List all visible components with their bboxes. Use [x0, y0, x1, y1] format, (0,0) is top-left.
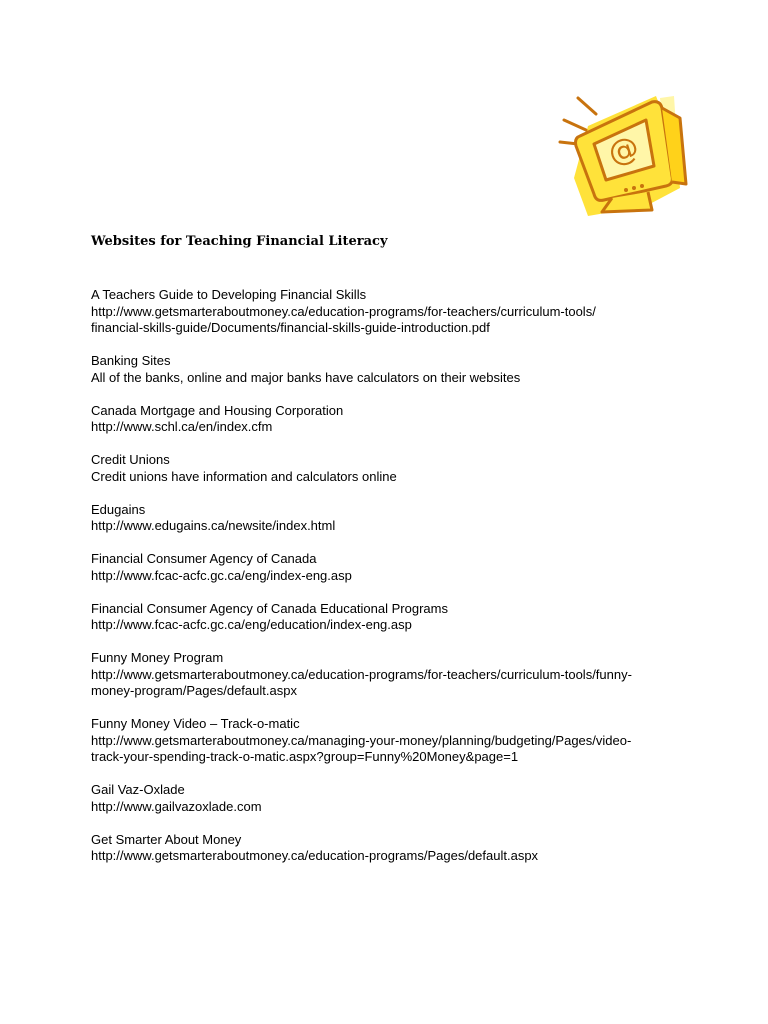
- entry-name: Gail Vaz-Oxlade: [91, 782, 185, 797]
- list-item: [91, 502, 691, 535]
- entry-url[interactable]: http://www.getsmarteraboutmoney.ca/education-programs/for-teachers/curriculum-tools/: [91, 303, 596, 319]
- entry-name: Canada Mortgage and Housing Corporation: [91, 402, 344, 418]
- website-list: [91, 287, 691, 881]
- entry-description: Credit unions have information and calculators online: [91, 468, 397, 484]
- list-item: [91, 832, 691, 865]
- list-item: [91, 353, 691, 386]
- list-item: [91, 551, 691, 584]
- list-item: [91, 650, 691, 700]
- entry-url[interactable]: http://www.edugains.ca/newsite/index.html: [91, 518, 336, 533]
- entry-name: Funny Money Video – Track-o-matic: [91, 716, 300, 731]
- entry-name: Credit Unions: [91, 452, 170, 467]
- entry-url[interactable]: financial-skills-guide/Documents/financial-skills-guide-introduction.pdf: [91, 320, 490, 335]
- entry-url[interactable]: track-your-spending-track-o-matic.aspx?group=Funny%20Money&page=1: [91, 749, 519, 764]
- entry-name: Financial Consumer Agency of Canada: [91, 551, 317, 566]
- computer-at-sign-icon: [548, 88, 698, 220]
- entry-url[interactable]: http://www.schl.ca/en/index.cfm: [91, 419, 273, 434]
- entry-url[interactable]: http://www.getsmarteraboutmoney.ca/managing-your-money/planning/budgeting/Pages/video-: [91, 732, 632, 748]
- entry-url[interactable]: http://www.gailvazoxlade.com: [91, 798, 262, 814]
- entry-name: A Teachers Guide to Developing Financial Skills: [91, 287, 367, 302]
- entry-url[interactable]: http://www.getsmarteraboutmoney.ca/education-programs/for-teachers/curriculum-tools/funny-: [91, 666, 632, 682]
- list-item: [91, 287, 691, 337]
- entry-name: Funny Money Program: [91, 650, 224, 665]
- list-item: [91, 452, 691, 485]
- entry-name: Banking Sites: [91, 353, 171, 368]
- list-item: [91, 601, 691, 634]
- entry-url[interactable]: http://www.fcac-acfc.gc.ca/eng/education/index-eng.asp: [91, 617, 412, 632]
- entry-description: All of the banks, online and major banks have calculators on their websites: [91, 369, 521, 385]
- entry-name: Get Smarter About Money: [91, 831, 242, 847]
- list-item: [91, 716, 691, 766]
- entry-url[interactable]: http://www.getsmarteraboutmoney.ca/education-programs/Pages/default.aspx: [91, 848, 539, 863]
- entry-url[interactable]: money-program/Pages/default.aspx: [91, 683, 297, 698]
- svg-text:@: @: [603, 129, 644, 172]
- entry-url[interactable]: http://www.fcac-acfc.gc.ca/eng/index-eng.asp: [91, 567, 352, 583]
- list-item: [91, 403, 691, 436]
- document-title: Websites for Teaching Financial Literacy: [91, 234, 388, 249]
- entry-name: Financial Consumer Agency of Canada Educational Programs: [91, 600, 448, 616]
- list-item: [91, 782, 691, 815]
- entry-name: Edugains: [91, 501, 146, 517]
